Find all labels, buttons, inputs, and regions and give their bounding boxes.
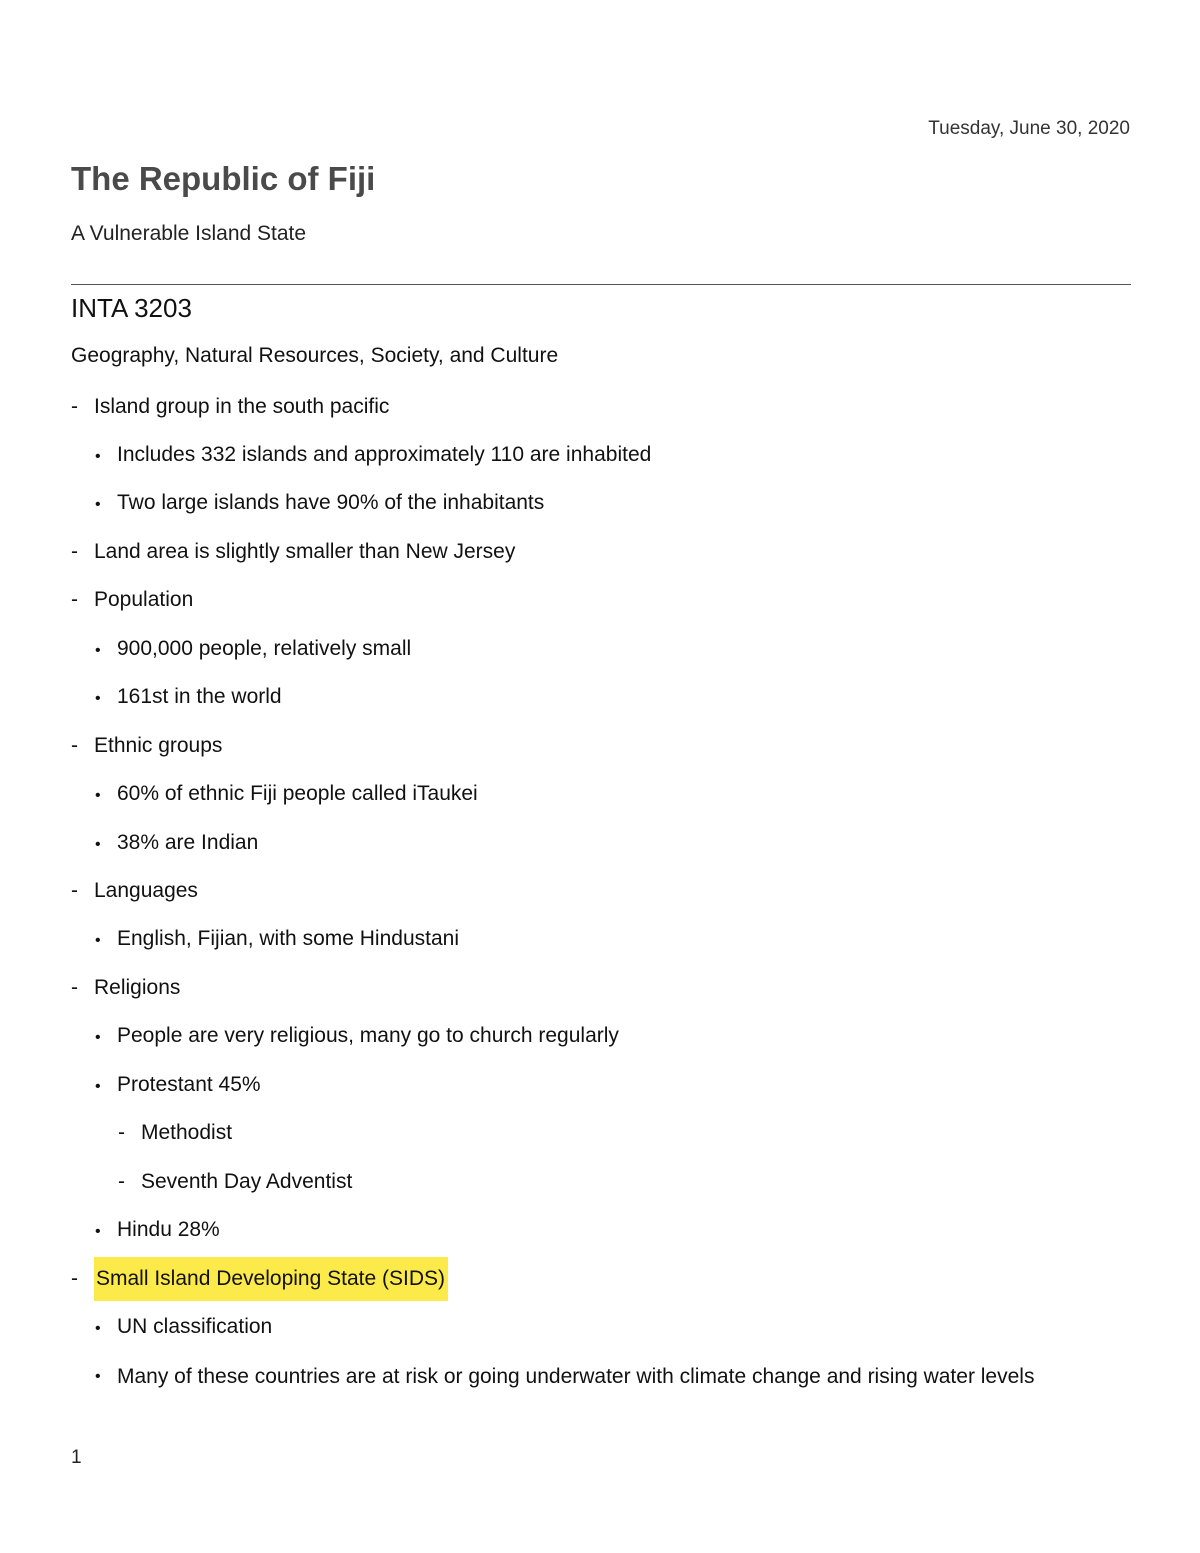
list-item: [95, 1361, 1085, 1393]
list-item: [118, 1166, 352, 1198]
list-item-text: UN classification: [117, 1315, 273, 1338]
list-item: [95, 681, 282, 715]
page-date: Tuesday, June 30, 2020: [928, 118, 1130, 139]
list-item: [118, 1117, 232, 1149]
dash-marker: -: [71, 540, 78, 563]
list-item: [95, 1311, 272, 1345]
list-item-text: Methodist: [141, 1121, 233, 1144]
list-item-text: Includes 332 islands and approximately 110 are inhabited: [117, 443, 652, 466]
list-item-text: Population: [94, 588, 194, 611]
bullet-marker: •: [95, 1078, 101, 1095]
horizontal-rule: [71, 284, 1131, 285]
list-item: [71, 730, 222, 762]
dash-marker: -: [71, 588, 78, 611]
bullet-marker: •: [95, 1320, 101, 1337]
list-item: [95, 439, 651, 473]
page-subtitle: A Vulnerable Island State: [71, 222, 307, 245]
list-item: [71, 391, 389, 423]
list-item-text: Ethnic groups: [94, 734, 223, 757]
highlighted-text: Small Island Developing State (SIDS): [94, 1257, 448, 1301]
bullet-marker: •: [95, 1223, 101, 1240]
list-item: [71, 584, 193, 616]
section-title: INTA 3203: [71, 293, 192, 323]
list-item-text: 38% are Indian: [117, 831, 259, 854]
list-item: [71, 1263, 448, 1295]
bullet-marker: •: [95, 932, 101, 949]
bullet-marker: •: [95, 690, 101, 707]
bullet-marker: •: [95, 787, 101, 804]
list-item: [95, 778, 478, 812]
section-intro: Geography, Natural Resources, Society, and Culture: [71, 344, 559, 367]
bullet-marker: •: [95, 1368, 101, 1385]
dash-marker: -: [118, 1121, 125, 1144]
bullet-marker: •: [95, 642, 101, 659]
list-item-text: Many of these countries are at risk or going underwater with climate change and rising water levels: [117, 1365, 1035, 1388]
dash-marker: -: [71, 879, 78, 902]
page-title: The Republic of Fiji: [71, 160, 376, 197]
list-item-text: People are very religious, many go to church regularly: [117, 1024, 619, 1047]
list-item-text: Two large islands have 90% of the inhabitants: [117, 491, 545, 514]
page-number: 1: [71, 1447, 82, 1468]
list-item: [71, 875, 198, 907]
list-item: [71, 972, 180, 1004]
list-item-text: 161st in the world: [117, 685, 282, 708]
dash-marker: -: [118, 1170, 125, 1193]
list-item: [95, 1069, 261, 1103]
list-item: [71, 536, 515, 568]
list-item: [95, 633, 411, 667]
list-item-text: 900,000 people, relatively small: [117, 637, 412, 660]
list-item: [95, 487, 544, 521]
bullet-marker: •: [95, 836, 101, 853]
bullet-marker: •: [95, 1029, 101, 1046]
bullet-marker: •: [95, 448, 101, 465]
dash-marker: -: [71, 976, 78, 999]
dash-marker: -: [71, 1267, 78, 1290]
list-item: [95, 1214, 220, 1248]
list-item: [95, 1020, 619, 1054]
list-item-text: Hindu 28%: [117, 1218, 220, 1241]
list-item: [95, 827, 258, 861]
bullet-marker: •: [95, 496, 101, 513]
dash-marker: -: [71, 734, 78, 757]
list-item-text: 60% of ethnic Fiji people called iTaukei: [117, 782, 478, 805]
list-item-text: Land area is slightly smaller than New Jersey: [94, 540, 516, 563]
list-item: [95, 923, 459, 957]
list-item-text: Religions: [94, 976, 181, 999]
list-item-text: English, Fijian, with some Hindustani: [117, 927, 459, 950]
list-item-text: Protestant 45%: [117, 1073, 261, 1096]
dash-marker: -: [71, 395, 78, 418]
list-item-text: Seventh Day Adventist: [141, 1170, 353, 1193]
list-item-text: Island group in the south pacific: [94, 395, 390, 418]
list-item-text: Languages: [94, 879, 198, 902]
